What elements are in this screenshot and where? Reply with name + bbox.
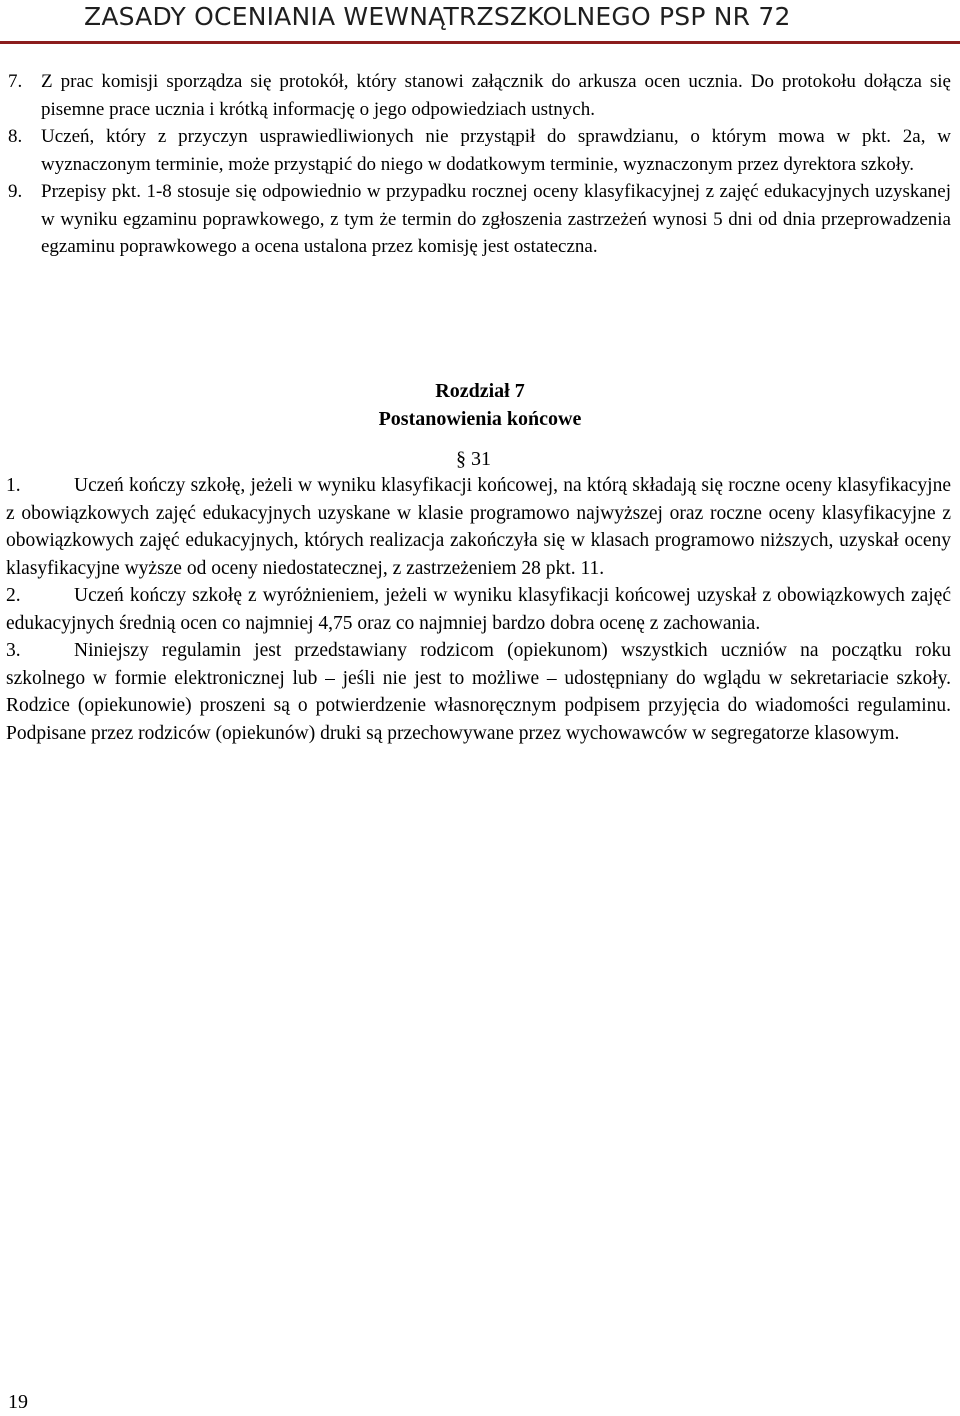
item-number: 8. xyxy=(8,126,23,147)
list-item xyxy=(8,123,951,178)
header-divider xyxy=(0,41,960,44)
item-number: 1. xyxy=(6,475,21,496)
running-header-title: ZASADY OCENIANIA WEWNĄTRZSZKOLNEGO PSP NR 72 xyxy=(84,2,791,31)
item-text: Uczeń, który z przyczyn usprawiedliwionych nie przystąpił do sprawdzianu, o którym mowa w pkt. 2a, w wyznaczonym terminie, może przystąpić do niego w dodatkowym terminie, wyznaczonym przez dyrektora szkoły. xyxy=(41,126,951,175)
chapter-number: Rozdział 7 xyxy=(435,380,525,402)
item-text: Uczeń kończy szkołę, jeżeli w wyniku klasyfikacji końcowej, na którą składają się roczne oceny klasyfikacyjne z obowiązkowych zajęć edukacyjnych uzyskane w klasie programowo najwyższej oraz roczne oceny klasyfikacyjne z obowiązkowych zajęć edukacyjnych, których realizacja zakończyła się w klasach programowo niższych, uzyskał oceny klasyfikacyjne wyższe od oceny niedostatecznej, z zastrzeżeniem 28 pkt. 11. xyxy=(6,475,951,579)
list-item xyxy=(6,637,951,747)
item-number: 2. xyxy=(6,585,21,606)
item-text: Niniejszy regulamin jest przedstawiany rodzicom (opiekunom) wszystkich uczniów na początku roku szkolnego w formie elektronicznej lub – jeśli nie jest to możliwe – udostępniany do wglądu w sekretariacie szkoły. Rodzice (opiekunowie) proszeni są o potwierdzenie własnoręcznym podpisem przyjęcia do wiadomości regulaminu. Podpisane przez rodziców (opiekunów) druki są przechowywane przez wychowawców w segregatorze klasowym. xyxy=(6,640,951,744)
page-number: 19 xyxy=(8,1391,28,1413)
item-number: 9. xyxy=(8,181,23,202)
numbered-list-lower xyxy=(6,472,951,747)
item-number: 3. xyxy=(6,640,21,661)
section-marker: § 31 xyxy=(456,448,491,470)
item-text: Przepisy pkt. 1-8 stosuje się odpowiednio w przypadku rocznej oceny klasyfikacyjnej z zajęć edukacyjnych uzyskanej w wyniku egzaminu poprawkowego, z tym że termin do zgłoszenia zastrzeżeń wynosi 5 dni od dnia przeprowadzenia egzaminu poprawkowego a ocena ustalona przez komisję jest ostateczna. xyxy=(41,181,951,257)
chapter-title: Postanowienia końcowe xyxy=(378,408,582,430)
list-item xyxy=(6,472,951,582)
list-item xyxy=(8,68,951,123)
item-text: Uczeń kończy szkołę z wyróżnieniem, jeżeli w wyniku klasyfikacji końcowej uzyskał z obowiązkowych zajęć edukacyjnych średnią ocen co najmniej 4,75 oraz co najmniej bardzo dobra ocenę z zachowania. xyxy=(6,585,951,634)
list-item xyxy=(6,582,951,637)
numbered-list-upper xyxy=(8,68,951,261)
item-text: Z prac komisji sporządza się protokół, który stanowi załącznik do arkusza ocen ucznia. Do protokołu dołącza się pisemne prace ucznia i krótką informację o jego odpowiedziach ustnych. xyxy=(41,71,951,120)
item-number: 7. xyxy=(8,71,23,92)
list-item xyxy=(8,178,951,261)
